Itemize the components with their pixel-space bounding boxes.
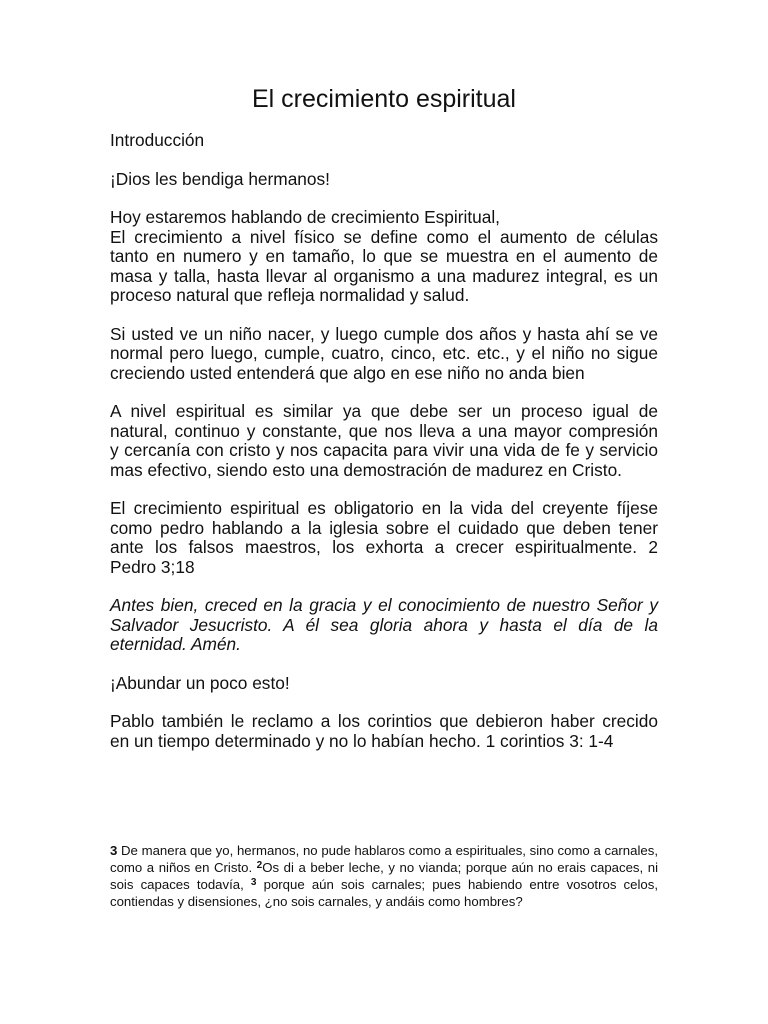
paragraph-line: ante los falsos maestros, los exhorta a crecer espiritualmente. 2 bbox=[110, 537, 658, 557]
paragraph-child-example bbox=[110, 325, 658, 384]
paragraph-physical-growth bbox=[110, 208, 658, 306]
paragraph-line: Pedro 3;18 bbox=[110, 556, 195, 577]
paragraph-line: mas efectivo, siendo esto una demostración de madurez en Cristo. bbox=[110, 459, 622, 480]
paragraph-line: El crecimiento espiritual es obligatorio en la vida del creyente fíjese bbox=[110, 498, 658, 518]
verse-number: 3 bbox=[250, 877, 257, 888]
paragraph-line: A nivel espiritual es similar ya que debe ser un proceso igual de bbox=[110, 401, 658, 421]
paragraph-line: tanto en numero y en tamaño, lo que se muestra en el aumento de bbox=[110, 246, 658, 266]
quote-line: eternidad. Amén. bbox=[110, 634, 241, 654]
verse-number: 3 bbox=[110, 843, 118, 858]
scripture-quote bbox=[110, 596, 658, 655]
document-title: El crecimiento espiritual bbox=[252, 85, 516, 113]
paragraph-line: creciendo usted entenderá que algo en ese niño no anda bien bbox=[110, 362, 585, 383]
paragraph-line: normal pero luego, cumple, cuatro, cinco, etc. etc., y el niño no sigue bbox=[110, 343, 658, 363]
paragraph-line: Si usted ve un niño nacer, y luego cumple dos años y hasta ahí se ve bbox=[110, 323, 658, 344]
paragraph-line: Hoy estaremos hablando de crecimiento Espiritual, bbox=[110, 207, 500, 227]
verse-text: porque aún sois carnales; pues habiendo entre vosotros celos, contiendas y disensiones, ¿no sois carnales, y andáis como hombres? bbox=[110, 877, 659, 909]
footnote-scripture bbox=[110, 842, 658, 910]
paragraph-line: El crecimiento a nivel físico se define como el aumento de células bbox=[110, 226, 658, 247]
paragraph-line: masa y talla, hasta llevar al organismo a una madurez integral, es un bbox=[110, 265, 658, 286]
paragraph-corinthians bbox=[110, 712, 658, 751]
paragraph-abound: ¡Abundar un poco esto! bbox=[110, 672, 290, 693]
quote-line: Antes bien, creced en la gracia y el conocimiento de nuestro Señor y bbox=[110, 595, 658, 615]
intro-heading: Introducción bbox=[110, 130, 205, 150]
paragraph-line: como pedro hablando a la iglesia sobre el cuidado que deben tener bbox=[110, 517, 658, 538]
paragraph-line: en un tiempo determinado y no lo habían hecho. 1 corintios 3: 1-4 bbox=[110, 730, 614, 751]
greeting: ¡Dios les bendiga hermanos! bbox=[110, 168, 330, 189]
verse-text: Os di a beber leche, y no vianda; porque aún no erais capaces, ni sois capaces todavía, bbox=[110, 860, 658, 892]
paragraph-line: y cercanía con cristo y nos capacita para vivir una vida de fe y servicio bbox=[110, 440, 658, 460]
paragraph-spiritual-level bbox=[110, 402, 658, 480]
paragraph-line: Pablo también le reclamo a los corintios que debieron haber crecido bbox=[110, 711, 658, 731]
paragraph-line: proceso natural que refleja normalidad y salud. bbox=[110, 285, 470, 305]
verse-text: De manera que yo, hermanos, no pude hablaros como a espirituales, sino como a carnales, como a niños en Cristo. bbox=[110, 843, 658, 875]
paragraph-obligatory-growth bbox=[110, 499, 658, 577]
paragraph-line: natural, continuo y constante, que nos lleva a una mayor compresión bbox=[110, 420, 658, 441]
verse-number: 2 bbox=[256, 860, 263, 871]
quote-line: Salvador Jesucristo. A él sea gloria ahora y hasta el día de la bbox=[110, 614, 658, 635]
